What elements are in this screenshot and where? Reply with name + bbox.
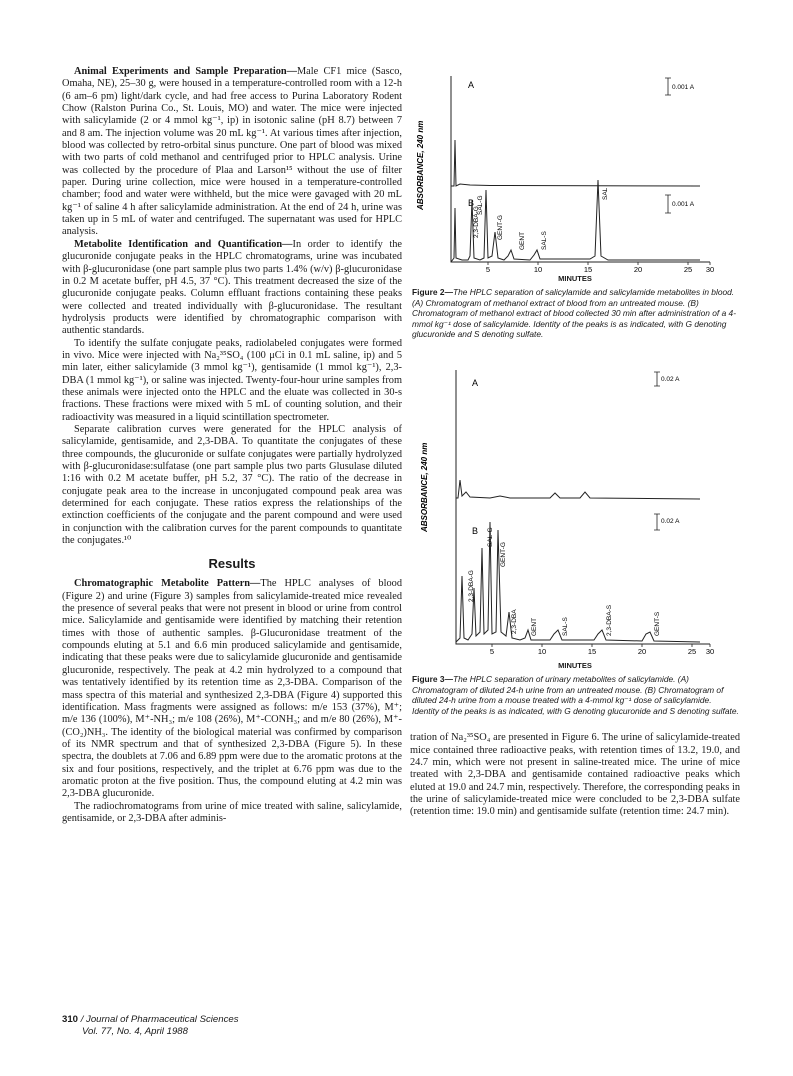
page-number: 310 [62,1014,79,1025]
tick-30: 30 [705,646,715,656]
figure-3-caption-text: The HPLC separation of urinary metabolites of salicylamide. (A) Chromatogram of diluted 24-h urine from an untreated mouse. (B) Chromatogram of diluted 24-h urine from a mouse treated with a 4-mmol kg⁻¹ dose of salicylamide. Identity of the peaks is as indicated, with G denoting glucuronide and S denoting sulfate. [412,673,739,716]
figure-3-scale-a: 0.02 A [661,375,680,383]
tick-25: 25 [687,646,697,656]
right-column [410,60,740,819]
figure-2-chromatogram [410,60,740,275]
tick-20: 20 [637,646,647,656]
figure-2-xlabel: MINUTES [558,274,592,283]
paragraph-radiochromatograms: The radiochromatograms from urine of mice treated with saline, salicylamide, gentisamide, or 2,3-DBA after adminis- [62,800,402,824]
figure-3-panel-b-label: B [472,525,479,536]
footer-line-1 [62,1014,239,1026]
peak-label-2,3-dba-g: 2,3-DBA-G [468,570,475,602]
figure-3-caption-label: Figure 3— [412,673,453,684]
animal-text: Male CF1 mice (Sasco, Omaha, NE), 25–30 g, were housed in a temperature-controlled room with a 12-h (6 am–6 pm) light/dark cycle, and had free access to Purina Laboratory Rodent Chow (Ralston Purina Co., St. Louis, MO) and water. The mice were injected with salicylamide (2 or 4 mmol kg⁻¹, ip) in isotonic saline (pH 8.7) between 7 and 8 am. The injection volume was 20 mL kg⁻¹. At various times after injection, blood was collected by retro-orbital sinus puncture. One part of blood was mixed with two parts of cold methanol and centrifuged prior to HPLC analysis. Urine was collected by the procedure of Plaa and Larson¹⁵ without the use of filter paper. During urine collection, mice were housed in a temperature-controlled chamber; food and water were withheld, but the mice were gavaged with 20 mL kg⁻¹ of saline 4 h after salicylamide administration. At the end of 24 h, urine was taken up in 5 mL of water and centrifuged. The supernatant was used for HPLC analysis. [62,66,402,238]
peak-label-gent-g: GENT-G [497,215,504,240]
peak-label-gent-g: GENT-G [500,542,507,567]
paragraph-calibration: Separate calibration curves were generated for the HPLC analysis of salicylamide, gentisamide, and 2,3-DBA. To quantitate the conjugates of these three compounds, the glucuronide or sulfate conjugates were partially hydrolyzed with β-glucuronidase:sulfatase (one part sample plus two parts Glusulase diluted 1:16 with 0.2 M acetate buffer, pH 5.2, 37 °C). The ratio of the decrease in conjugate peak area to the increase in unconjugated compound peak area was determined for each conjugate. These ratios express the relationships of the extinction coefficients of the conjugate and the parent compound and were used in conjunction with the calibration curves for the parent compounds to quantitate the conjugates.¹⁰ [62,423,402,547]
figure-2-scale-a: 0.001 A [672,84,695,91]
figure-2-tick-labels [486,265,714,274]
peak-label-sal-s: SAL-S [541,231,548,250]
figure-3-ylabel: ABSORBANCE, 240 nm [420,442,429,532]
journal-volume: Vol. 77, No. 4, April 1988 [82,1026,188,1037]
page-footer [62,1014,239,1038]
figure-2-caption-text: The HPLC separation of salicylamide and salicylamide metabolites in blood. (A) Chromatogram of methanol extract of blood from an untreated mouse. (B) Chromatogram of methanol extract of blood collected 30 min after administration of a 4-mmol kg⁻¹ dose of salicylamide. Identity of the peaks is as indicated, with G denoting glucuronide and S denoting sulfate. [412,287,736,340]
peak-label-sal-g: SAL-G [477,195,484,215]
peak-label-sal-g: SAL-G [487,527,494,547]
figure-2-trace-b [451,180,700,262]
tick-10: 10 [537,646,547,656]
peak-label-2,3-dba: 2,3-DBA [511,609,518,634]
tick-5: 5 [489,646,495,656]
figure-3-trace-a [456,480,700,499]
figure-2-scale-bar-a [665,78,671,95]
figure-3-tick-labels [490,647,714,656]
figure-2-panel-b-label: B [468,198,475,208]
paragraph-metabolite-identification [62,239,402,338]
figure-3-panel-a-label: A [472,377,479,388]
tick-15: 15 [583,265,593,274]
paragraph-right-continuation: tration of Na₂³⁵SO₄ are presented in Figure 6. The urine of salicylamide-treated mice contained three radioactive peaks, with retention times of 13.2, 19.0, and 24.7 min, which were not present in saline-treated mice. The urine of mice treated with 2,3-DBA and gentisamide contained radioactive peaks which eluted at 19.0 and 24.7 min, respectively. Therefore, the corresponding peaks in the urine of salicylamide-treated mice were concluded to be 2,3-DBA sulfate (retention time: 19.0 min) and gentisamide sulfate (retention time: 24.7 min). [410,732,740,818]
paragraph-animal-experiments [62,66,402,239]
figure-3-scale-bar-b [654,514,660,530]
tick-20: 20 [633,265,643,274]
figure-2-trace-a [451,140,700,186]
figure-3-xlabel: MINUTES [558,660,592,670]
runin-heading-metabolite: Metabolite Identification and Quantification— [74,238,293,250]
tick-15: 15 [587,646,597,656]
peak-label-sal: SAL [602,187,609,200]
figure-3-scale-bar-a [654,372,660,386]
figure-2-scale-bar-b [665,195,671,213]
peak-label-2,3-dba-s: 2,3-DBA-S [606,604,613,636]
tick-30: 30 [705,265,715,274]
figure-2-ylabel: ABSORBANCE, 240 nm [416,120,425,210]
figure-2 [410,60,740,340]
results-heading: Results [208,556,256,572]
paragraph-chromatographic [62,578,402,800]
figure-3 [410,362,740,716]
chromatographic-text: The HPLC analyses of blood (Figure 2) and urine (Figure 3) samples from salicylamide-treated mice revealed the presence of several peaks that were not present in blood or urine from control mice. Salicylamide and gentisamide were identified by matching their retention times with those of authentic samples. β-Glucuronidase treatment of the compounds eluting at 5.1 and 6.6 min produced salicylamide and gentisamide, indicating that these peaks were due to salicylamide glucuronide and gentisamide glucuronide, respectively. The peak at 4.2 min hydrolyzed to a compound that was tentatively identified by its retention time as 2,3-DBA. Comparison of the mass spectra of this material and synthesized 2,3-DBA (Figure 4) supported this identification. Mass fragments were assigned as follows: m/e 153 (37%), M⁺; m/e 136 (100%), M⁺-NH₃; m/e 108 (26%), M⁺-CONH₃; and m/e 80 (26%), M⁺-(CO₂)NH₃. The identity of the biological material was confirmed by comparison of its NMR spectrum and that of synthesized 2,3-DBA (Figure 5). In these spectra, the doublets at 7.06 and 6.89 ppm were due to the aromatic protons at the six and four positions, respectively, and the triplet at 6.76 ppm was due to the aromatic proton at the five position. Thus, the compound eluting at 4.2 min was 2,3-DBA glucuronide. [62,578,402,800]
peak-label-gent-s: GENT-S [654,611,661,636]
figure-2-peak-labels [473,187,609,250]
tick-25: 25 [683,265,693,274]
tick-10: 10 [533,265,543,274]
figure-3-chromatogram [410,362,740,662]
figure-3-scale-b: 0.02 A [661,517,680,525]
figure-2-panel-a-label: A [468,80,475,90]
journal-name: / Journal of Pharmaceutical Sciences [80,1014,239,1025]
figure-2-caption [410,287,740,340]
paragraph-sulfate: To identify the sulfate conjugate peaks, radiolabeled conjugates were formed in vivo. Mice were injected with Na₂³⁵SO₄ (100 μCi in 0.1 mL saline, ip) and 5 min later, either salicylamide (3 mmol kg⁻¹), gentisamide (1 mmol kg⁻¹), 2,3-DBA (1 mmol kg⁻¹), or saline was injected. Twenty-four-hour urine samples from these animals were injected onto the HPLC and the eluate was collected in 30-s fractions. These fractions were mixed with 5 mL of counting solution, and their radioactivity was measured in a liquid scintillation spectrometer. [62,337,402,423]
peak-label-2,3-dba-g: 2,3-DBA-G [473,206,480,238]
figure-2-scale-b: 0.001 A [672,201,695,208]
peak-label-sal-s: SAL-S [562,617,569,636]
peak-label-gent: GENT [531,617,538,636]
peak-label-gent: GENT [519,231,526,250]
figure-2-caption-label: Figure 2— [412,287,453,297]
tick-5: 5 [485,265,491,274]
runin-heading-chromatographic: Chromatographic Metabolite Pattern— [74,578,261,590]
left-column [62,66,402,825]
runin-heading-animal: Animal Experiments and Sample Preparation— [74,66,297,77]
metabolite-text: In order to identify the glucuronide conjugate peaks in the HPLC chromatograms, urine was incubated with β-glucuronidase (one part sample plus two parts 1.4% (w/v) β-glucuronidase in 0.2 M acetate buffer, pH 4.5, 37 °C). This treatment decreased the size of the glucuronide conjugate peaks. Column effluant fractions containing these peaks were collected and treated individually with β-glucuronidase. The resultant hydrolysis products were identified by chromatographic comparison with authentic standards. [62,238,403,337]
figure-3-caption [410,674,740,716]
